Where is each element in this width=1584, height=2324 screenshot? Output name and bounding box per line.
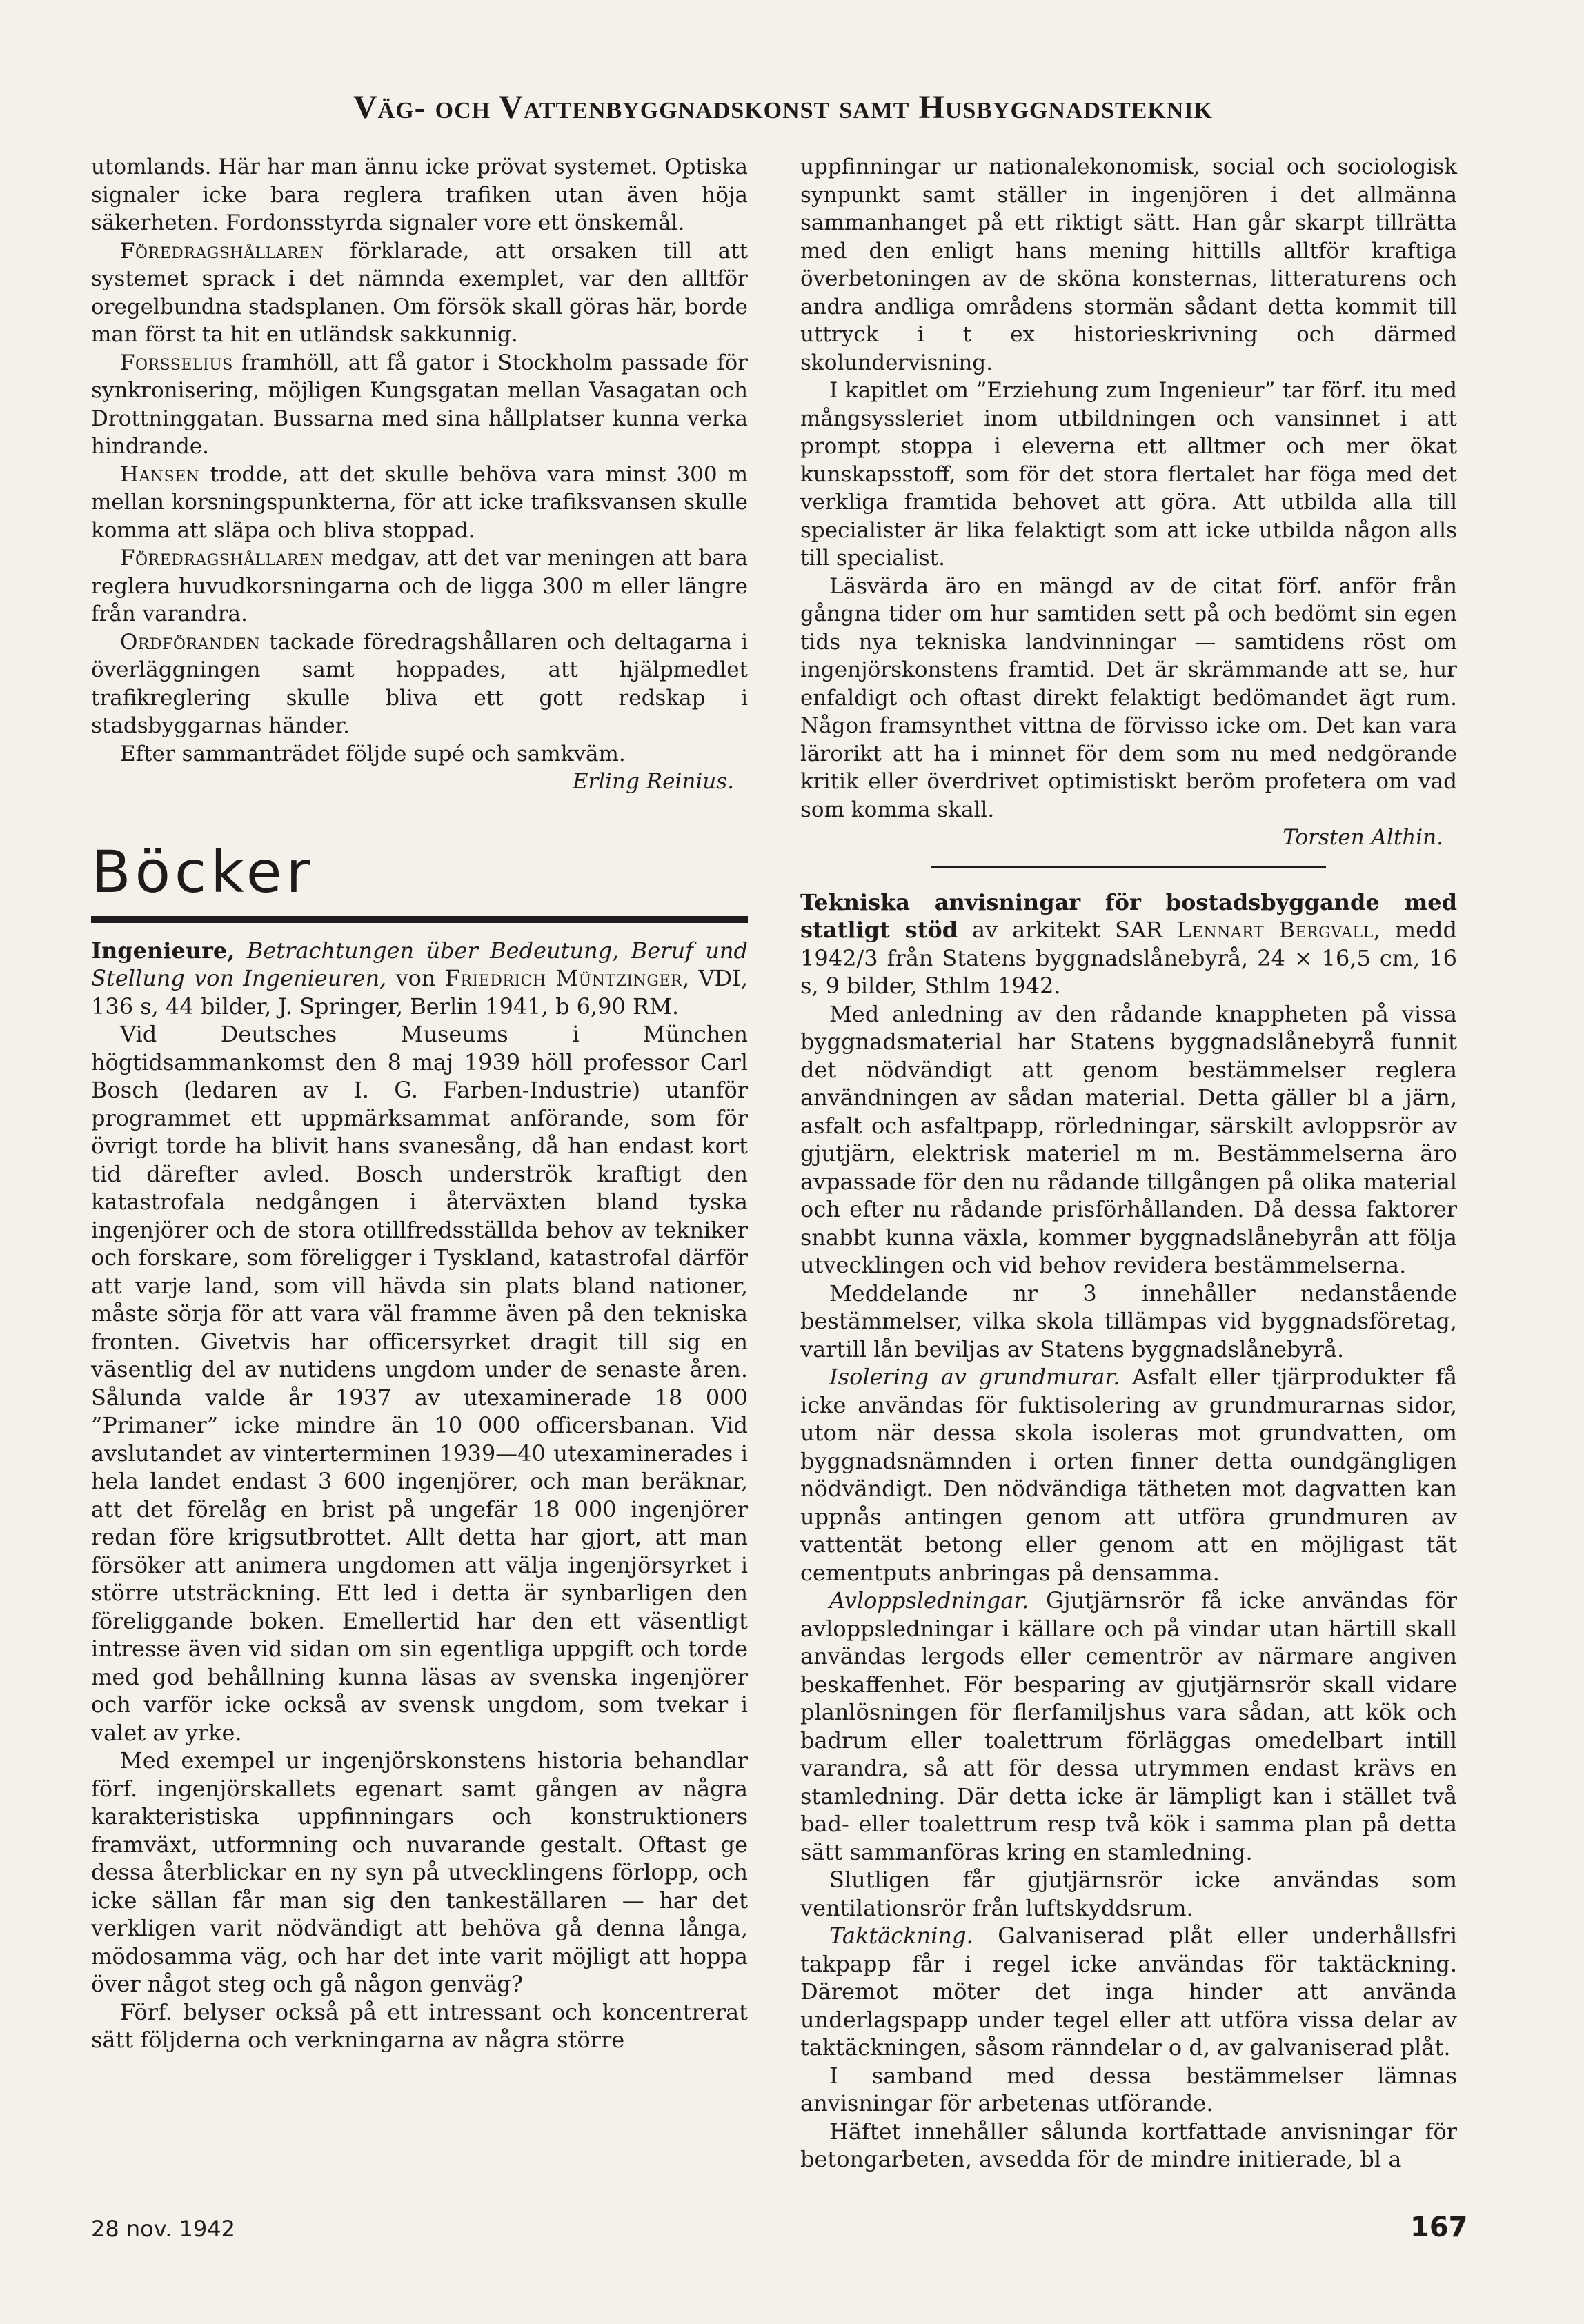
running-header: Väg- och Vattenbyggnadskonst samt Husbyggnadsteknik (353, 89, 1213, 126)
paragraph (91, 237, 748, 349)
book-entry-head (91, 937, 748, 1021)
paragraph (800, 1866, 1457, 1922)
left-column (91, 153, 748, 2054)
paragraph-lead: Isolering av grundmurar. (829, 1364, 1120, 1390)
page-number: 167 (1410, 2212, 1468, 2243)
speaker-text: framhöll, att få gator i Stockholm passade för synkronisering, möjligen Kungsgatan mellan Vasagatan och Drottninggatan. Bussarna med sina hållplatser kunna verka hindrande. (91, 350, 748, 459)
paragraph: uppfinningar ur nationalekonomisk, social och sociologisk synpunkt samt ställer in ingenjören i det allmänna sammanhanget på ett riktigt sätt. Han går skarpt tillrätta med den enligt hans mening hittills alltför kraftiga överbetoningen av de sköna konsternas, litteraturens och andra andliga områdens stormän sådant detta kommit till uttryck i t ex historieskrivning och därmed skolundervisning. (800, 155, 1457, 375)
paragraph (91, 544, 748, 628)
paragraph: Läsvärda äro en mängd av de citat förf. anför från gångna tider om hur samtiden sett på och bedömt sin egen tids nya tekniska landvinningar — samtidens röst om ingenjörskonstens framtid. Det är skrämmande att se, hur enfaldigt och oftast direkt felaktigt bedömandet ägt rum. Någon framsynthet vittna de förvisso icke om. Det kan vara lärorikt att ha i minnet för dem som nu med nedgörande kritik eller överdrivet optimistiskt beröm profetera om vad som komma skall. (800, 573, 1457, 822)
paragraph (800, 1363, 1457, 1587)
speaker-name: Föredragshållaren (120, 238, 324, 264)
book-entry-head (800, 888, 1457, 1000)
paragraph (800, 1280, 1457, 1364)
paragraph (800, 1000, 1457, 1280)
section-rule (91, 916, 748, 923)
paragraph-lead: Taktäckning. (829, 1923, 973, 1949)
book-details: , medd 1942/3 från Statens byggnadslånebyrå, 24 × 16,5 cm, 16 s, 9 bilder, Sthlm 1942. (800, 917, 1458, 999)
book-title: Tekniska anvisningar för bostadsbyggande med statligt stöd (800, 888, 1457, 943)
speaker-text: förklarade, att orsaken till att systemet sprack i det nämnda exemplet, var den alltför oregelbundna stadsplanen. Om försök skall göras här, borde man först ta hit en utländsk sakkunnig. (91, 238, 748, 347)
paragraph-text: Meddelande nr 3 innehåller nedanstående bestämmelser, vilka skola tillämpas vid byggnadsföretag, vartill lån beviljas av Statens byggnadslånebyrå. (800, 1280, 1457, 1362)
speaker-text: tackade föredragshållaren och deltagarna i överläggningen samt hoppades, att hjälpmedlet trafikreglering skulle bliva ett gott redskap i stadsbyggarnas händer. (91, 629, 748, 738)
paragraph (800, 1587, 1457, 1866)
signature: Torsten Althin. (1283, 825, 1443, 850)
speaker-name: Föredragshållaren (120, 546, 324, 570)
paragraph (800, 1922, 1457, 2062)
book-by: von (386, 965, 445, 991)
paragraph: Efter sammanträdet följde supé och samkväm. (120, 741, 626, 766)
paragraph-lead: Avloppsledningar. (829, 1587, 1029, 1613)
paragraph: I kapitlet om ”Erziehung zum Ingenieur” tar förf. itu med mångsyssleriet inom utbildningen och vansinnet i att prompt stoppa i eleverna ett alltmer och mer ökat kunskapsstoff, som för det stora flertalet har föga med det verkliga framtida behovet att göra. Att utbilda alla till specialister är lika felaktigt som att icke utbilda någon alls till specialist. (800, 378, 1457, 570)
right-column (800, 153, 1457, 2174)
divider (931, 866, 1325, 868)
paragraph: Med exempel ur ingenjörskonstens historia behandlar förf. ingenjörskallets egenart samt gången av några karakteristiska uppfinningars och konstruktioners framväxt, utformning och nuvarande gestalt. Oftast ge dessa återblickar en ny syn på utvecklingens förlopp, och icke sällan får man sig den tankeställaren — har det verkligen varit nödvändigt att behöva gå denna långa, mödosamma väg, och har det inte varit möjligt att hoppa över något steg och gå någon genväg? (91, 1747, 748, 1997)
paragraph: Förf. belyser också på ett intressant och koncentrerat sätt följderna och verkningarna av några större (91, 1998, 748, 2053)
book-subtitle: Betrachtungen über Bedeutung, Beruf und Stellung von Ingenieuren, (91, 937, 748, 991)
paragraph (91, 628, 748, 740)
paragraph: utomlands. Här har man ännu icke prövat systemet. Optiska signaler icke bara reglera trafiken utan även höja säkerheten. Fordonsstyrda signaler vore ett önskemål. (91, 155, 748, 235)
section-title: Böcker (91, 837, 315, 906)
speaker-text: medgav, att det var meningen att bara reglera huvudkorsningarna och de ligga 300 m eller längre från varandra. (91, 546, 748, 626)
paragraph-text: Häftet innehåller sålunda kortfattade anvisningar för betongarbeten, avsedda för de mindre initierade, bl a (800, 2118, 1457, 2172)
book-details: , VDI, 136 s, 44 bilder, J. Springer, Berlin 1941, b 6,90 RM. (91, 965, 749, 1020)
book-review (91, 937, 748, 2054)
paragraph (91, 349, 748, 461)
issue-date: 28 nov. 1942 (91, 2216, 235, 2242)
paragraph-text: Slutligen får gjutjärnsrör icke användas som ventilationsrör från luftskyddsrum. (800, 1867, 1457, 1921)
paragraph (800, 2062, 1457, 2118)
paragraph-text: I samband med dessa bestämmelser lämnas anvisningar för arbetenas utförande. (800, 2062, 1457, 2116)
speaker-text: trodde, att det skulle behöva vara minst 300 m mellan korsningspunkterna, för att icke trafiksvansen skulle komma att släpa och bliva stoppad. (91, 461, 748, 543)
paragraph (800, 2118, 1457, 2174)
paragraph: Vid Deutsches Museums i München högtidsammankomst den 8 maj 1939 höll professor Carl Bosch (ledaren av I. G. Farben-Industrie) utanför programmet ett uppmärksammat anförande, som för övrigt torde ha blivit hans svanesång, då han endast kort tid därefter avled. Bosch underströk kraftigt den katastrofala nedgången i återväxten bland tyska ingenjörer och de stora otillfredsställda behov av tekniker och forskare, som föreligger i Tyskland, katastrofal därför att varje land, som vill hävda sin plats bland nationer, måste sörja för att vara väl framme även på den tekniska fronten. Givetvis har officersyrket dragit till sig en väsentlig del av nutidens ungdom under de senaste åren. Sålunda valde år 1937 av utexaminerade 18 000 ”Primaner” icke mindre än 10 000 officersbanan. Vid avslutandet av vinterterminen 1939—40 utexaminerades i hela landet endast 3 600 ingenjörer, och man beräknar, att det förelåg en brist på ungefär 18 000 ingenjörer redan före krigsutbrottet. Allt detta har gjort, att man försöker att animera ungdomen att välja ingenjörsyrket i större utsträckning. Ett led i detta är synbarligen den föreliggande boken. Emellertid har den ett väsentligt intresse även vid sidan om sin egentliga uppgift och torde med god behållning kunna läsas av svenska ingenjörer och varför icke också av svensk ungdom, som tvekar i valet av yrke. (91, 1021, 748, 1746)
paragraph-text: Asfalt eller tjärprodukter få icke användas för fuktisolering av grundmurarnas sidor, utom när dessa skola isoleras mot grundvatten, om byggnadsnämnden i orten finner detta oundgängligen nödvändigt. Den nödvändiga tätheten mot dagvatten kan uppnås antingen genom att utföra grundmuren av vattentät betong eller genom att en möjligast tät cementputs anbringas på densamma. (800, 1364, 1458, 1586)
book-by: av arkitekt SAR (958, 917, 1178, 943)
book-author: Lennart Bergvall (1177, 917, 1374, 943)
speaker-name: Hansen (120, 461, 200, 487)
paragraph-text: Gjutjärnsrör få icke användas för avloppsledningar i källare och på vindar utan härtill skall användas lergods eller cementrör av närmare angiven beskaffenhet. För besparing av gjutjärnsrör skall vidare planlösningen för flerfamiljshus vara sådan, att kök och badrum eller toalettrum förläggas omedelbart intill varandra, så att för dessa utrymmen endast krävs en stamledning. Där detta icke är lämpligt kan i stället två bad- eller toalettrum resp två kök i samma plan på detta sätt sammanföras kring en stamledning. (800, 1587, 1457, 1865)
speaker-name: Ordföranden (120, 629, 261, 655)
signature: Erling Reinius. (572, 769, 734, 794)
paragraph-text: Galvaniserad plåt eller underhållsfri takpapp får i regel icke användas för taktäckning. Däremot möter det inga hinder att använda underlagspapp under tegel eller att utföra vissa delar av taktäckningen, såsom ränndelar o d, av galvaniserad plåt. (800, 1923, 1457, 2060)
paragraph-text: Med anledning av den rådande knappheten på vissa byggnadsmaterial har Statens byggnadslånebyrå funnit det nödvändigt att genom bestämmelser reglera användningen av sådan material. Detta gäller bl a järn, asfalt och asfaltpapp, rörledningar, särskilt avloppsrör av gjutjärn, elektrisk materiel m m. Bestämmelserna äro avpassade för den nu rådande tillgången på olika material och efter nu rådande prisförhållanden. Då dessa faktorer snabbt kunna växla, kommer byggnadslånebyrån att följa utvecklingen och vid behov revidera bestämmelserna. (800, 1000, 1457, 1278)
speaker-name: Forsselius (120, 350, 233, 375)
book-title: Ingenieure, (91, 937, 235, 964)
book-review (800, 888, 1457, 2174)
book-author: Friedrich Müntzinger (444, 965, 683, 991)
paragraph (91, 461, 748, 545)
